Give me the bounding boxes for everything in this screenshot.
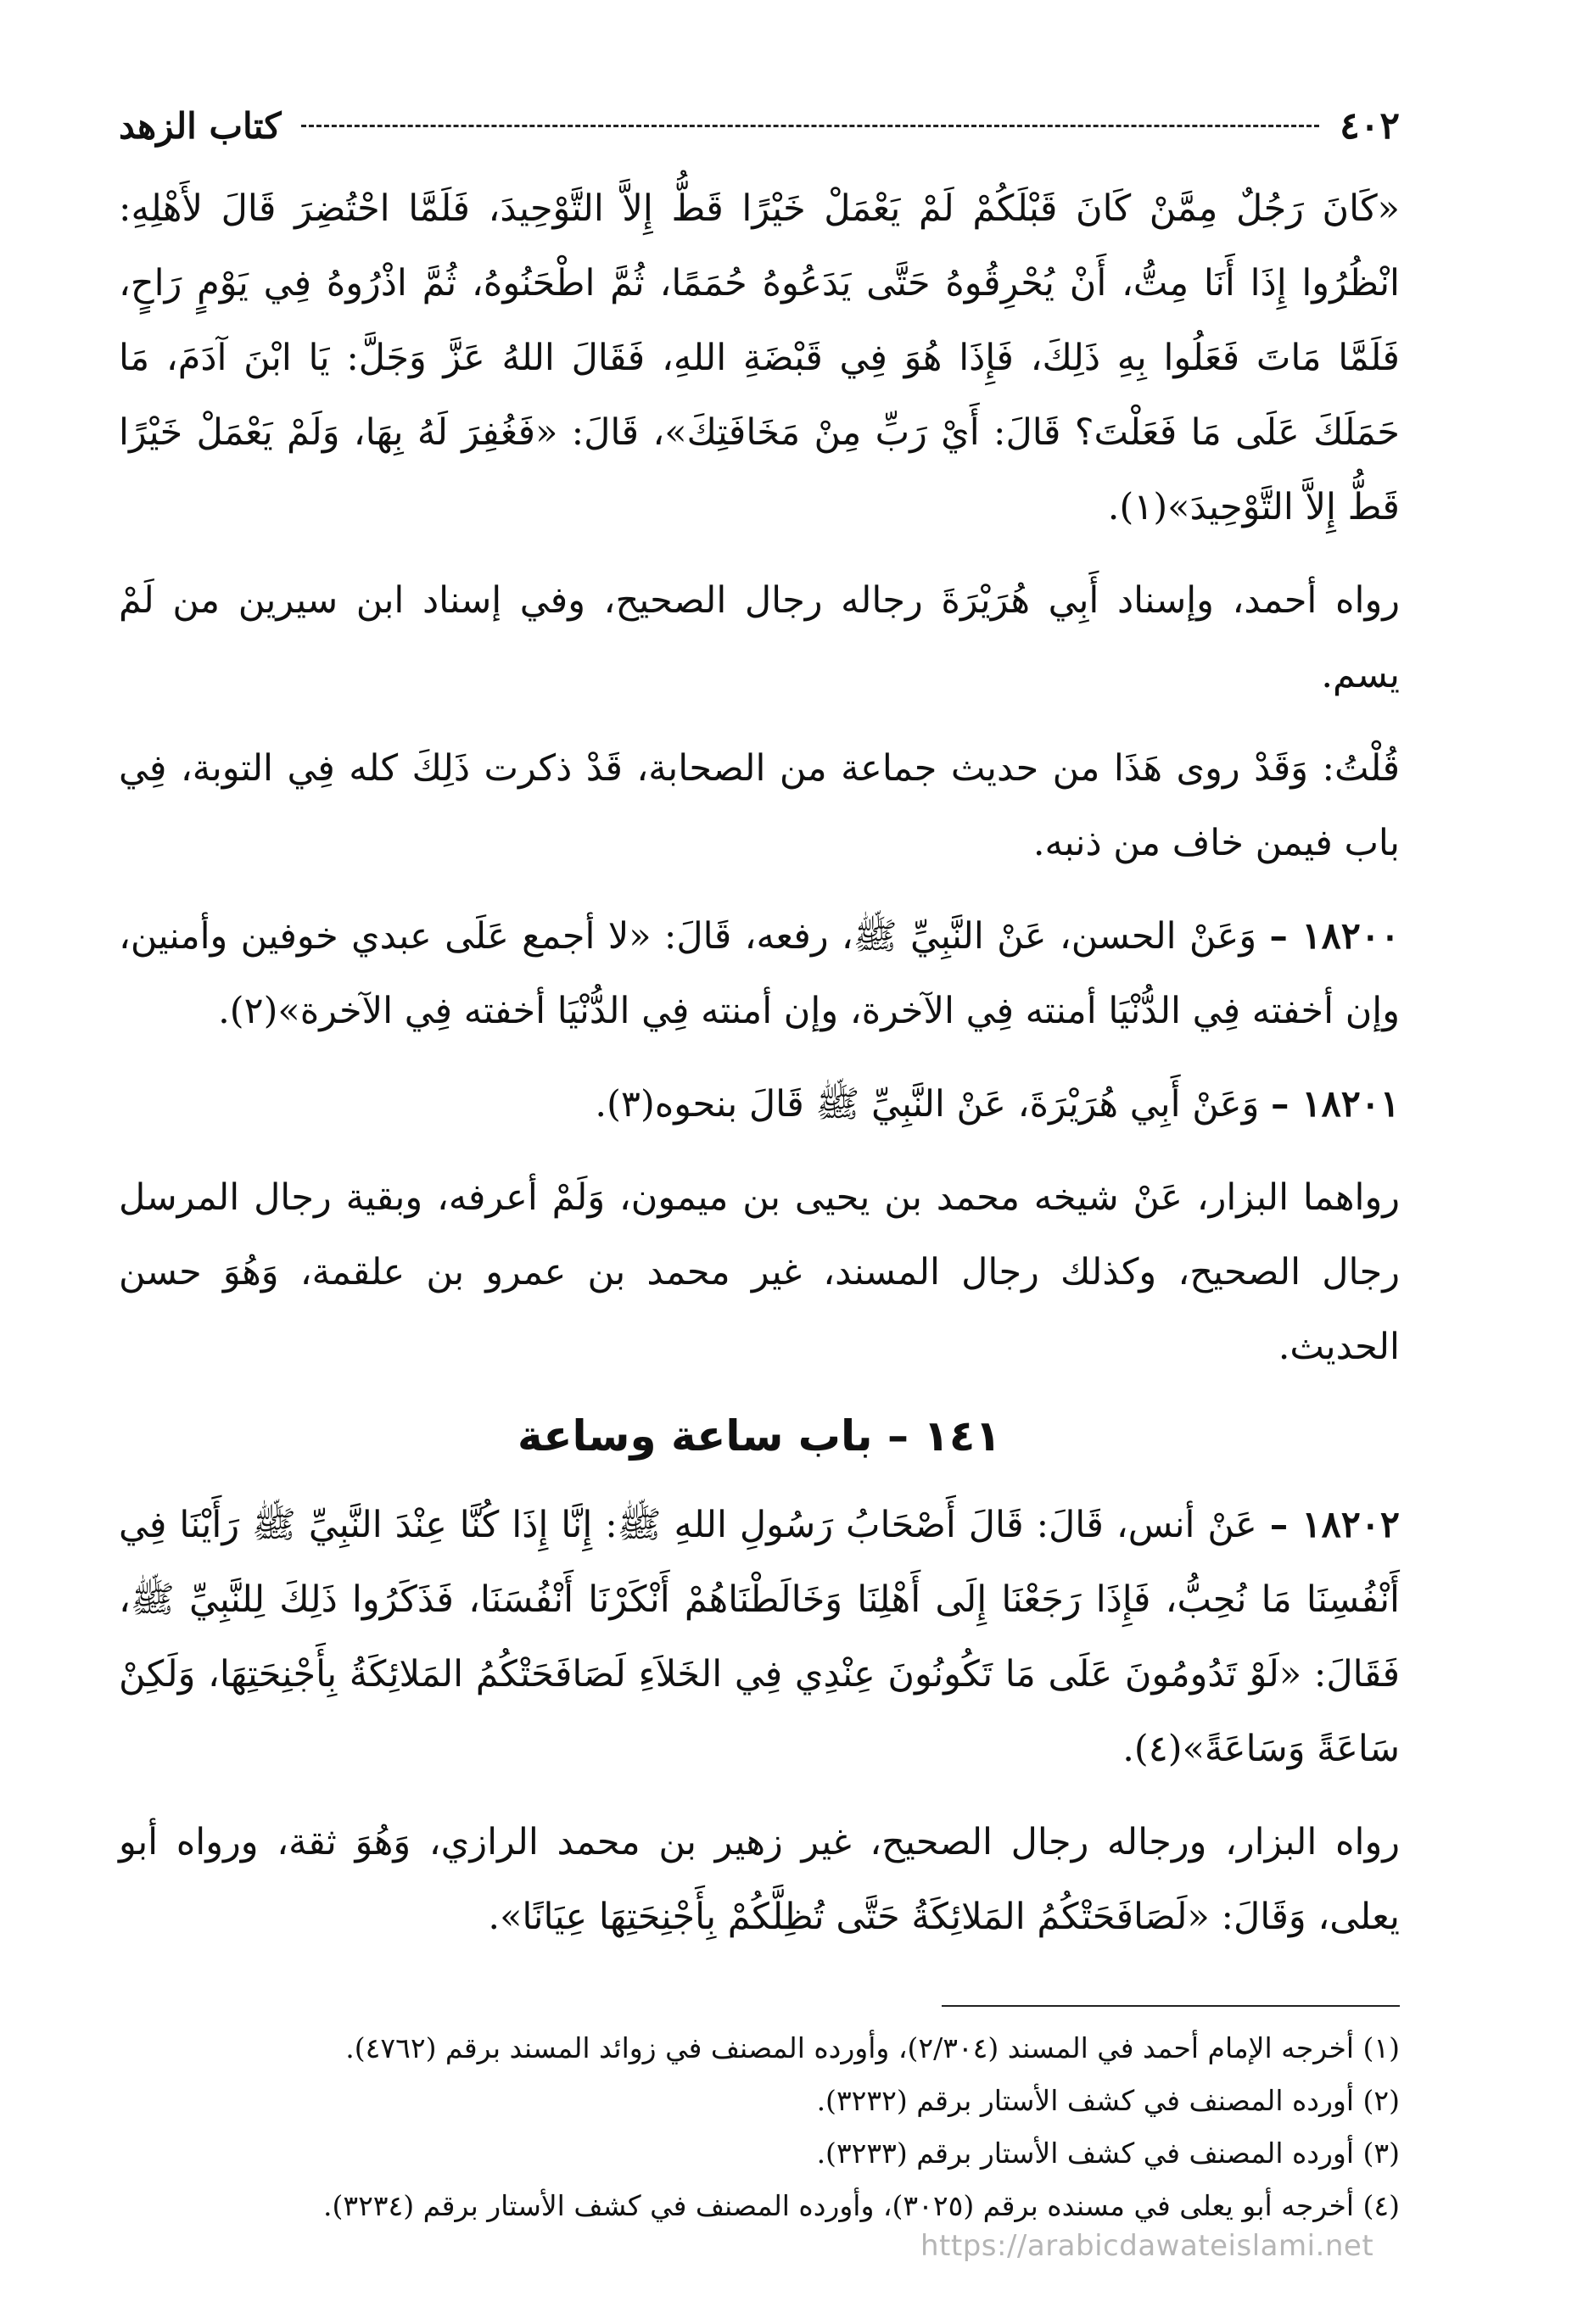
footnote: (٢) أورده المصنف في كشف الأستار برقم (٣٢٣٢). [816, 2084, 1400, 2117]
page-header [119, 100, 1400, 151]
main-text [119, 171, 1400, 1954]
hadith-number: ١٨٢٠٠ – [1269, 915, 1400, 958]
footnote: (٤) أخرجه أبو يعلى في مسنده برقم (٣٠٢٥)، وأورده المصنف في كشف الأستار برقم (٣٢٣٤). [322, 2189, 1400, 2222]
hadith-paragraph [119, 1067, 1400, 1142]
paragraph-text: رواهما البزار، عَنْ شيخه محمد بن يحيى بن ميمون، وَلَمْ أعرفه، وبقية رجال المرسل رجال الصحيح، وكذلك رجال المسند، غير محمد بن عمرو بن علقمة، وَهُوَ حسن الحديث. [119, 1176, 1400, 1368]
hadith-paragraph [119, 171, 1400, 545]
hadith-number: ١٨٢٠٢ – [1269, 1504, 1400, 1546]
paragraph-text: عَنْ أنس، قَالَ: قَالَ أَصْحَابُ رَسُولِ اللهِ ﷺ: إِنَّا إِذَا كُنَّا عِنْدَ النَّبِيِّ ﷺ رَأَيْنَا فِي أَنْفُسِنَا مَا نُحِبُّ، فَإِذَا رَجَعْنَا إِلَى أَهْلِنَا وَخَالَطْنَاهُمْ أَنْكَرْنَا أَنْفُسَنَا، فَذَكَرُوا ذَلِكَ لِلنَّبِيِّ ﷺ، فَقَالَ: «لَوْ تَدُومُونَ عَلَى مَا تَكُونُونَ عِنْدِي فِي الخَلاَءِ لَصَافَحَتْكُمُ المَلائِكَةُ بِأَجْنِحَتِهَا، وَلَكِنْ سَاعَةً وَسَاعَةً»(٤). [119, 1504, 1400, 1770]
commentary-paragraph [119, 1160, 1400, 1384]
paragraph-text: رواه أحمد، وإسناد أَبِي هُرَيْرَةَ رجاله رجال الصحيح، وفي إسناد ابن سيرين من لَمْ يسم. [119, 579, 1400, 696]
chapter-heading: ١٤١ – باب ساعة وساعة [517, 1411, 1001, 1461]
book-title: كتاب الزهد [119, 104, 282, 147]
paragraph-text: قُلْتُ: وَقَدْ روى هَذَا من حديث جماعة من الصحابة، قَدْ ذكرت ذَلِكَ كله فِي التوبة، فِي باب فيمن خاف من ذنبه. [119, 747, 1400, 864]
commentary-paragraph [119, 731, 1400, 880]
watermark-url: https://arabicdawateislami.net [920, 2229, 1374, 2263]
hadith-number: ١٨٢٠١ – [1271, 1083, 1400, 1126]
paragraph-text: «كَانَ رَجُلٌ مِمَّنْ كَانَ قَبْلَكُمْ لَمْ يَعْمَلْ خَيْرًا قَطُّ إِلاَّ التَّوْحِيدَ، فَلَمَّا احْتُضِرَ قَالَ لأَهْلِهِ: انْظُرُوا إِذَا أَنَا مِتُّ، أَنْ يُحْرِقُوهُ حَتَّى يَدَعُوهُ حُمَمًا، ثُمَّ اطْحَنُوهُ، ثُمَّ اذْرُوهُ فِي يَوْمٍ رَاحٍ، فَلَمَّا مَاتَ فَعَلُوا بِهِ ذَلِكَ، فَإِذَا هُوَ فِي قَبْضَةِ اللهِ، فَقَالَ اللهُ عَزَّ وَجَلَّ: يَا ابْنَ آدَمَ، مَا حَمَلَكَ عَلَى مَا فَعَلْتَ؟ قَالَ: أَيْ رَبِّ مِنْ مَخَافَتِكَ»، قَالَ: «فَغُفِرَ لَهُ بِهَا، وَلَمْ يَعْمَلْ خَيْرًا قَطُّ إِلاَّ التَّوْحِيدَ»(١). [119, 187, 1400, 528]
paragraph-text: وَعَنْ أَبِي هُرَيْرَةَ، عَنْ النَّبِيِّ ﷺ قَالَ بنحوه(٣). [595, 1083, 1260, 1126]
footnote: (١) أخرجه الإمام أحمد في المسند (٢/٣٠٤)، وأورده المصنف في زوائد المسند برقم (٤٧٦٢). [345, 2031, 1400, 2064]
header-divider [301, 125, 1319, 127]
paragraph-text: رواه البزار، ورجاله رجال الصحيح، غير زهير بن محمد الرازي، وَهُوَ ثقة، ورواه أبو يعلى، وَقَالَ: «لَصَافَحَتْكُمُ المَلائِكَةُ حَتَّى تُظِلَّكُمْ بِأَجْنِحَتِهَا عِيَانًا». [119, 1821, 1400, 1938]
hadith-paragraph [119, 1488, 1400, 1786]
page-number: ٤٠٢ [1340, 103, 1400, 148]
book-page [119, 100, 1400, 2232]
commentary-paragraph [119, 1805, 1400, 1954]
footnote: (٣) أورده المصنف في كشف الأستار برقم (٣٢٣٣). [816, 2137, 1400, 2170]
hadith-paragraph [119, 899, 1400, 1048]
commentary-paragraph [119, 563, 1400, 712]
footnote-divider [942, 2005, 1400, 2007]
paragraph-text: وَعَنْ الحسن، عَنْ النَّبِيِّ ﷺ، رفعه، قَالَ: «لا أجمع عَلَى عبدي خوفين وأمنين، وإن أخفته فِي الدُّنْيَا أمنته فِي الآخرة، وإن أمنته فِي الدُّنْيَا أخفته فِي الآخرة»(٢). [119, 915, 1400, 1032]
footnotes [119, 2022, 1400, 2232]
